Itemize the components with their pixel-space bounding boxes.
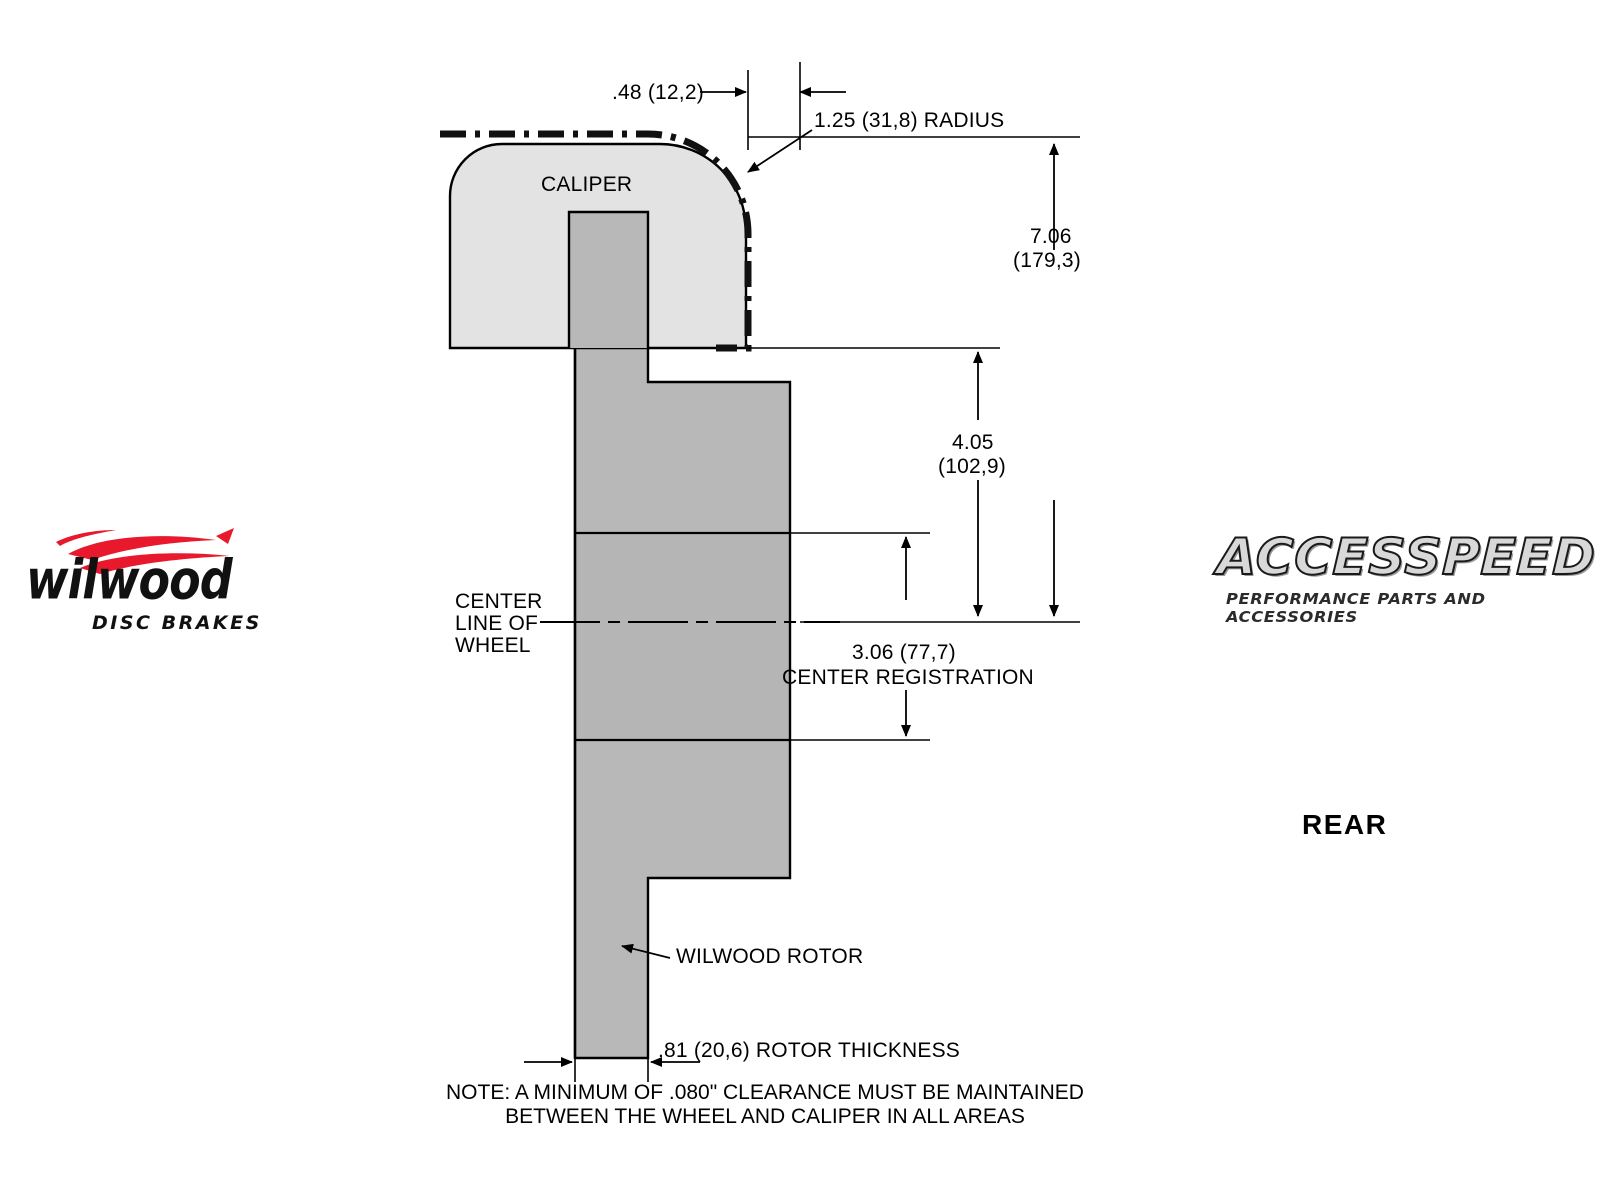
caliper-label: CALIPER: [541, 173, 633, 196]
dimension-center-registration-value: 3.06 (77,7): [852, 641, 956, 664]
centerline-label-line3: WHEEL: [455, 634, 531, 657]
clearance-note-line1: NOTE: A MINIMUM OF .080" CLEARANCE MUST BE MAINTAINED: [446, 1081, 1084, 1104]
wilwood-wordmark: wilwood: [26, 548, 232, 612]
wilwood-tagline: DISC BRAKES: [92, 612, 262, 634]
dimension-caliper-to-centerline-line1: 4.05: [952, 431, 994, 454]
clearance-note-line2: BETWEEN THE WHEEL AND CALIPER IN ALL AREAS: [505, 1105, 1025, 1128]
accesspeed-tagline: PERFORMANCE PARTS AND ACCESSORIES: [1226, 590, 1486, 626]
view-label-rear: REAR: [1302, 809, 1388, 840]
dimension-caliper-radius: 1.25 (31,8) RADIUS: [814, 109, 1005, 132]
dimension-overall-height-line2: (179,3): [1013, 249, 1081, 272]
dimension-center-registration-caption: CENTER REGISTRATION: [782, 666, 1034, 689]
wilwood-logo: [20, 520, 320, 650]
dimension-caliper-offset: .48 (12,2): [612, 81, 704, 104]
rotor-label: WILWOOD ROTOR: [676, 945, 864, 968]
accesspeed-wordmark: ACCESSPEED: [1215, 528, 1597, 586]
dimension-rotor-thickness: .81 (20,6) ROTOR THICKNESS: [658, 1039, 961, 1062]
centerline-label-line1: CENTER: [455, 590, 543, 613]
dimension-caliper-to-centerline-line2: (102,9): [938, 455, 1006, 478]
centerline-label-line2: LINE OF: [455, 612, 539, 635]
dimension-overall-height-line1: 7.06: [1030, 225, 1072, 248]
accesspeed-logo: [1215, 528, 1597, 636]
